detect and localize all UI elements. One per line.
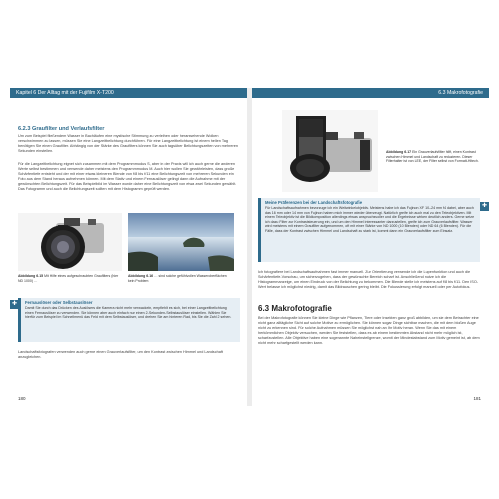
paragraph: Landschaftsfotografen verwenden auch gerne einen Grauverlaufsfilter, um den Kontrast zwischen Himmel und Landschaft anzugleichen. xyxy=(18,350,223,359)
paragraph: Ich fotografiere bei Landschaftsaufnahmen fast immer manuell. Zur Orientierung verwende ich die Lupenfunktion und auch die Schärfentiefe-Vorschau, um sicherzugehen, dass der gewünschte Bereich scharf ist. Anschließend nutze ich die Histogrammanzeige, um einen Eindruck von der Belichtung zu bekommen. Die Blende stelle ich meistens auf f/8 bis f/11. Den ISO-Wert belasse ich möglichst niedrig, damit das Bildrauschen gering bleibt. Die Fokussierung erfolgt manuell oder per Autofokus. xyxy=(258,270,479,289)
left-page xyxy=(10,88,247,406)
tip-body: Damit Sie durch das Drücken des Auslösers die Kamera nicht mehr verwackeln, empfiehlt es sich, bei einer Langzeitbelichtung einen Fernauslöser zu verwenden. Sie können aber auch einfach nur einen 2-Sekunden-Selbstauslöser einstellen. Wählen Sie hierfür zum Beispiel im Schnellmenü das Feld mit dem Selbstauslöser, und drehen Sie am hinteren Rad, bis Sie die Zahl 2 sehen. xyxy=(25,306,232,320)
camera-graufilter-image xyxy=(18,213,122,271)
tip-box xyxy=(18,298,240,342)
section-title: 6.3 Makrofotografie xyxy=(258,304,332,313)
figure-caption xyxy=(386,150,482,164)
tip-icon: ✚ xyxy=(11,301,18,307)
page-number: 181 xyxy=(473,396,481,401)
left-page-header: Kapitel 6 Der Alltag mit der Fujifilm X-T200 xyxy=(10,88,247,98)
paragraph: Bei der Makrofotografie können Sie kleine Dinge wie Pflanzen, Tiere oder Insekten ganz groß abbilden, um sie dem Betrachter eine nicht ganz alltägliche Sicht auf solche Motive zu ermöglichen. Sie können sogar Dinge sichtbar machen, die mit dem bloßen Auge nicht zu erkennen sind. Für solche Aufnahmen müssen Sie möglichst nah an Ihr Motiv heran. Wenn Sie das mit einem herkömmlichen Objektiv versuchen, werden Sie feststellen, dass es ab einem bestimmten Abstand nicht mehr möglich ist, scharfzustellen. Alle Objektive haben eine sogenannte Naheinstellgrenze, womit der Mindestabstand zum Motiv gemeint ist, ab dem nicht mehr scharfgestellt werden kann. xyxy=(258,316,480,345)
figure-caption xyxy=(128,274,234,283)
right-page xyxy=(252,88,489,406)
tip-title: Fernauslöser oder Selbstauslöser xyxy=(25,300,93,305)
info-icon: ✚ xyxy=(481,203,488,209)
box-body: Für Landschaftsaufnahmen bevorzuge ich ein Weitwinkelobjektiv. Meistens habe ich das Fujinon XF 10–24 mm f4 dabei, aber auch das 16 mm oder 14 mm von Fujinon haben mich immer wieder überzeugt. Natürlich greife ich auch mal zu den Teleobjektiven. Mit einem Teleobjektiv ist die Bildkomposition allerdings etwas anspruchsvoller und die Ergebnisse wirken deutlich anders. Gerne setze ich dazu Filter zur Kontraststeuerung ein, und um den Himmel interessanter darzustellen, greife ich zum Grauverlaufsfilter. Wasser wird meistens mit einem Graufilter aufgenommen, oft mit einer Stärke von ND 1000 (10 Blenden) oder ND 64 (6 Blenden). Für die Fälle, dass der Kontrast zwischen Himmel und Landschaft zu stark ist, kommt dann ein Grauverlaufsfilter zum Einsatz. xyxy=(265,206,475,233)
caption-text: … sind solche gefühlvollen Wasseroberflächen kein Problem xyxy=(128,274,227,283)
page-number: 180 xyxy=(18,396,26,401)
caption-label: Abbildung 6.15 xyxy=(18,274,44,278)
right-page-header: 6.3 Makrofotografie xyxy=(252,88,489,98)
figure-caption xyxy=(18,274,122,283)
caption-text: Ein Grauverlaufsfilter hilft, einen Kontrast zwischen Himmel und Landschaft zu reduzieren. Dieser Filterhalter ist von LEE, der Filter selbst von Formatt-Hitech. xyxy=(386,150,479,163)
paragraph: Für die Langzeitbelichtung eignet sich zusammen mit dem Programmmodus S, aber in der Praxis will ich auch gerne die anderen Werte selbst bestimmen und verwende daher meistens den Programmmodus M. Auch hier wollen Sie gewährleisten, dass große Schärfentiefe entsteht und der mit einer etwas kleineren Blende von f/8 bis f/11 eine Belichtungszeit von mehreren Sekunden ein Foto aus dem Stand heraus aufnehmen können. Mit dem Stativ und einem Fernauslöser gelingt dann die Aufnahme mit der gewünschten Belichtungszeit. Für das Beispielbild im Wasser wurde daher eine Belichtungszeit von etwa zwei Sekunden gewählt. Das Fotogramm und auch die Belichtungszeit sollten mit dem Histogramm geprüft werden. xyxy=(18,162,237,191)
caption-label: Abbildung 6.16 xyxy=(128,274,154,278)
longexposure-water-image xyxy=(128,213,234,271)
section-title: 6.2.3 Graufilter und Verlaufsfilter xyxy=(18,126,105,132)
paragraph: Um zum Beispiel fließendem Wasser in Bachläufen eine mystische Stimmung zu verleihen oder heranwehende Wolken verschwimmen zu lassen, müssen Sie eine Langzeitbelichtung durchführen. Für eine Langzeitbelichtung ist einem hellen Tag benötigen Sie einen Graufilter. Abhängig von der Stärke des Graufilters können Sie auch tagsüber Belichtungszeiten von mehreren Sekunden einstellen. xyxy=(18,134,238,153)
info-box xyxy=(258,198,480,262)
box-title: Meine Präferenzen bei der Landschaftsfotografie xyxy=(265,200,363,205)
camera-filterholder-image xyxy=(282,110,378,192)
caption-text: Mit Hilfe eines aufgeschraubten Graufilters (hier ND 1000) … xyxy=(18,274,119,283)
caption-label: Abbildung 6.17 xyxy=(386,150,412,154)
